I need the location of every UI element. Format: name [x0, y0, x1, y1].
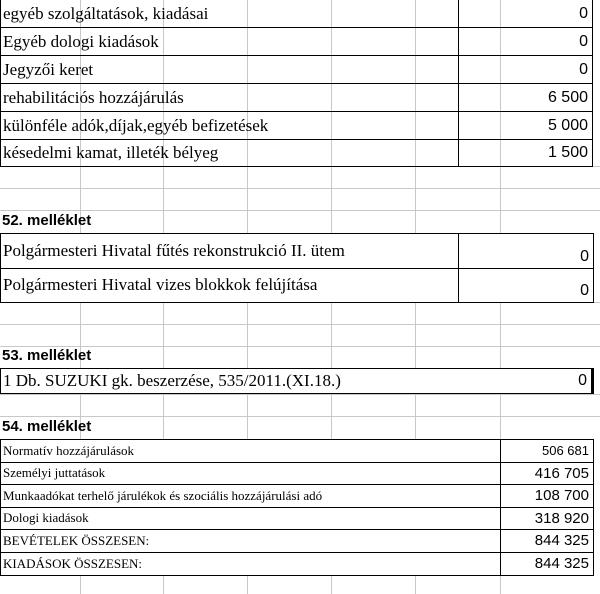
row-label: rehabilitációs hozzájárulás — [1, 84, 459, 111]
row-value: 506 681 — [542, 443, 589, 459]
table-row[interactable] — [1, 463, 593, 486]
row-label: Munkaadókat terhelő járulékok és szociális hozzájárulási adó — [1, 485, 501, 507]
row-label: Egyéb dologi kiadások — [1, 28, 459, 55]
row-value: 0 — [501, 369, 593, 393]
row-label: Polgármesteri Hivatal fűtés rekonstrukció II. ütem — [1, 234, 459, 268]
table-row[interactable] — [1, 269, 593, 303]
grid-row-line — [0, 416, 600, 417]
table-row[interactable] — [0, 84, 593, 112]
table-row[interactable] — [1, 485, 593, 508]
row-label: 1 Db. SUZUKI gk. beszerzése, 535/2011.(XI.18.) — [3, 371, 341, 390]
row-label: Dologi kiadások — [1, 508, 501, 530]
row-value: 5 000 — [547, 116, 588, 134]
grid-row-line — [0, 394, 600, 395]
section-heading: 52. melléklet — [2, 212, 92, 229]
row-value: 0 — [579, 32, 588, 50]
row-label: Személyi juttatások — [1, 463, 501, 485]
table-row[interactable] — [1, 508, 593, 531]
grid-row-line — [0, 210, 600, 211]
row-value: 0 — [580, 247, 589, 265]
section-heading: 54. melléklet — [2, 418, 92, 435]
table-row[interactable] — [1, 440, 593, 463]
row-value: 108 700 — [534, 487, 589, 505]
row-value: 0 — [580, 282, 589, 299]
section-54-table — [0, 439, 594, 576]
row-label: Polgármesteri Hivatal vizes blokkok felújítása — [1, 269, 459, 303]
row-label: különféle adók,díjak,egyéb befizetések — [1, 112, 459, 139]
table-row[interactable] — [0, 112, 593, 140]
section-52-table — [0, 233, 594, 303]
row-label: BEVÉTELEK ÖSSZESEN: — [1, 530, 501, 552]
grid-row-line — [0, 188, 600, 189]
row-value: 6 500 — [547, 88, 588, 106]
row-label: egyéb szolgáltatások, kiadásai — [1, 0, 459, 27]
table-row[interactable] — [0, 56, 593, 84]
table-row[interactable] — [0, 0, 593, 28]
table-row[interactable] — [1, 234, 593, 269]
row-value: 0 — [579, 4, 588, 22]
row-value: 844 325 — [534, 555, 589, 573]
table-row[interactable] — [1, 553, 593, 575]
table-row[interactable] — [0, 28, 593, 56]
row-value: 416 705 — [534, 464, 589, 482]
table-row[interactable] — [0, 368, 594, 394]
grid-row-line — [0, 324, 600, 325]
row-value: 318 920 — [534, 509, 589, 527]
row-label: késedelmi kamat, illeték bélyeg — [1, 140, 459, 166]
row-value: 844 325 — [534, 532, 589, 550]
table-row[interactable] — [1, 530, 593, 553]
row-value: 0 — [579, 60, 588, 78]
row-label: Jegyzői keret — [1, 56, 459, 83]
row-value: 1 500 — [547, 144, 588, 161]
section-heading: 53. melléklet — [2, 347, 92, 364]
row-label: Normatív hozzájárulások — [1, 440, 501, 462]
row-label: KIADÁSOK ÖSSZESEN: — [1, 553, 501, 575]
table-row[interactable] — [0, 140, 593, 167]
